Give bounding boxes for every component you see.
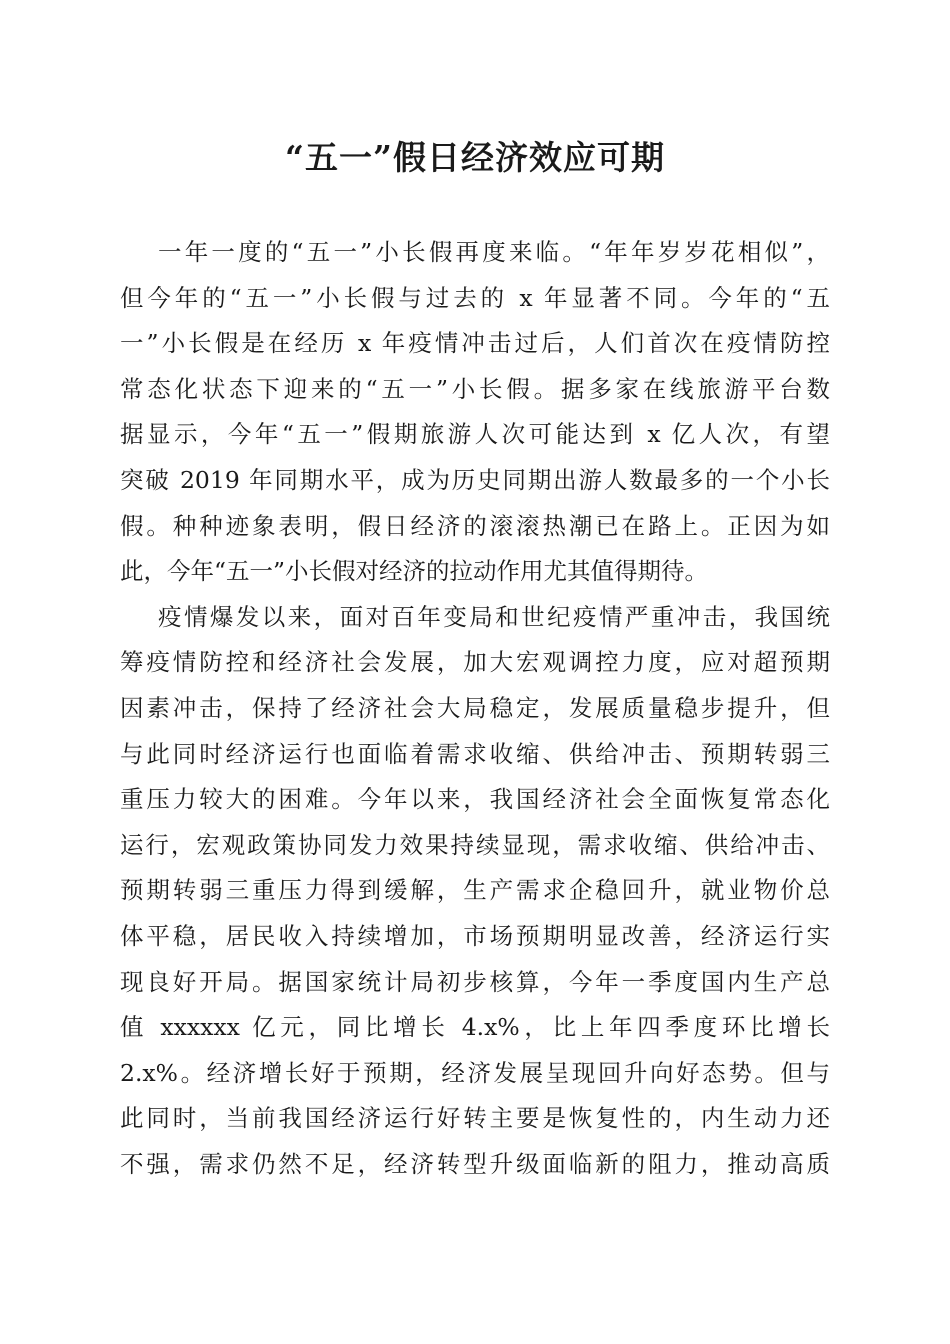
text-line: 值 xxxxxx 亿元，同比增长 4.x%，比上年四季度环比增长 [120, 1013, 830, 1042]
text-line: 2.x%。经济增长好于预期，经济发展呈现回升向好态势。但与 [120, 1058, 830, 1087]
text-line: 现良好开局。据国家统计局初步核算，今年一季度国内生产总 [120, 967, 830, 996]
text-line: 不强，需求仍然不足，经济转型升级面临新的阻力，推动高质 [120, 1149, 830, 1178]
paragraph-2 [120, 595, 830, 1188]
text-line: 一”小长假是在经历 x 年疫情冲击过后，人们首次在疫情防控 [120, 329, 830, 358]
text-line: 假。种种迹象表明，假日经济的滚滚热潮已在路上。正因为如 [120, 511, 830, 540]
text-line: 常态化状态下迎来的“五一”小长假。据多家在线旅游平台数 [120, 374, 830, 403]
text-line: 与此同时经济运行也面临着需求收缩、供给冲击、预期转弱三 [120, 739, 830, 768]
text-line: 因素冲击，保持了经济社会大局稳定，发展质量稳步提升，但 [120, 693, 830, 722]
text-line: 此同时，当前我国经济运行好转主要是恢复性的，内生动力还 [120, 1104, 830, 1133]
document-body [120, 230, 830, 1187]
document-title: “五一”假日经济效应可期 [285, 138, 665, 177]
text-line: 筹疫情防控和经济社会发展，加大宏观调控力度，应对超预期 [120, 648, 830, 677]
text-line: 一年一度的“五一”小长假再度来临。“年年岁岁花相似”， [158, 238, 830, 266]
text-line: 突破 2019 年同期水平，成为历史同期出游人数最多的一个小长 [120, 465, 830, 494]
text-line: 据显示，今年“五一”假期旅游人次可能达到 x 亿人次，有望 [120, 420, 830, 449]
text-line: 重压力较大的困难。今年以来，我国经济社会全面恢复常态化 [120, 785, 830, 814]
text-line: 运行，宏观政策协同发力效果持续显现，需求收缩、供给冲击、 [120, 830, 830, 859]
paragraph-1 [120, 230, 830, 595]
text-line: 此，今年“五一”小长假对经济的拉动作用尤其值得期待。 [120, 557, 709, 586]
text-line: 预期转弱三重压力得到缓解，生产需求企稳回升，就业物价总 [120, 876, 830, 905]
text-line: 体平稳，居民收入持续增加，市场预期明显改善，经济运行实 [120, 921, 830, 950]
text-line: 但今年的“五一”小长假与过去的 x 年显著不同。今年的“五 [120, 283, 830, 312]
text-line: 疫情爆发以来，面对百年变局和世纪疫情严重冲击，我国统 [158, 602, 830, 631]
